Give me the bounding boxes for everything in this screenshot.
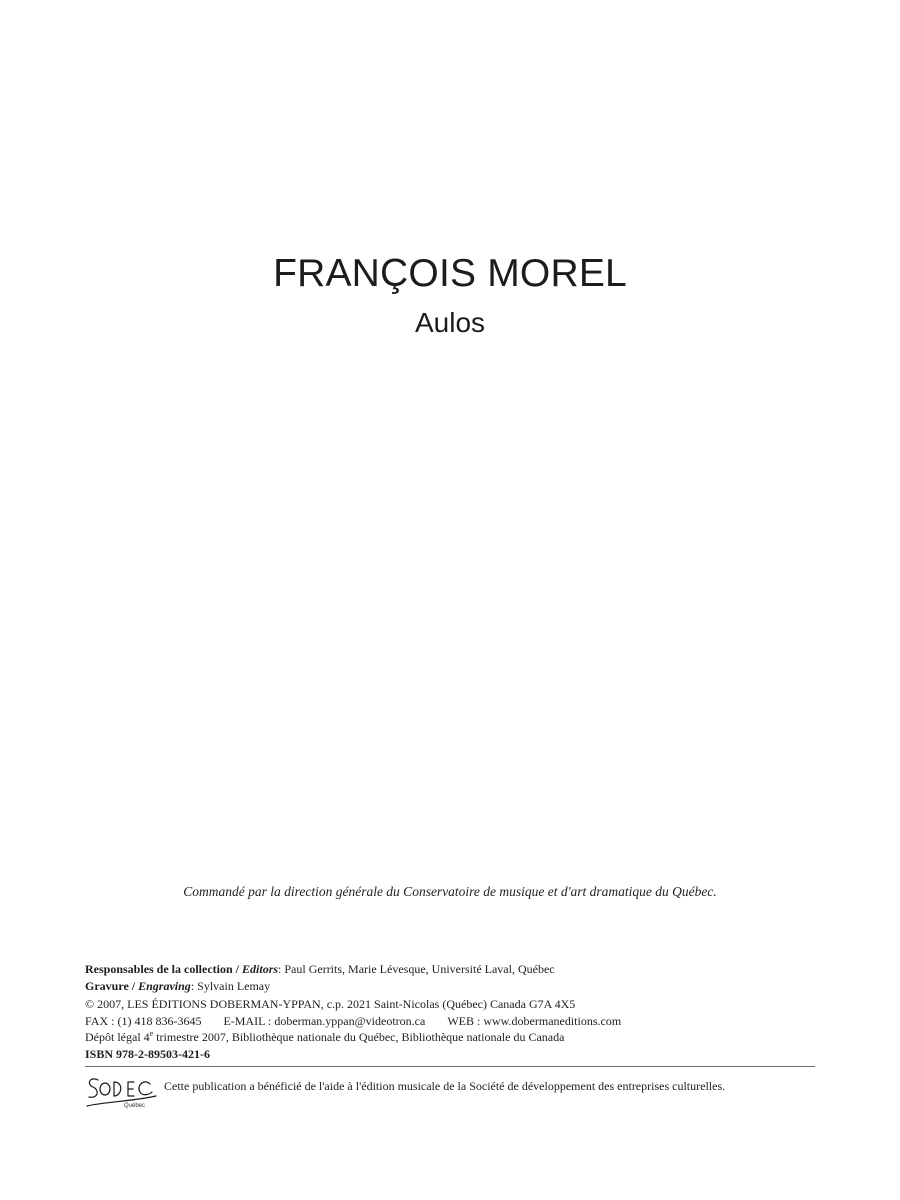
divider bbox=[85, 1066, 815, 1067]
sodec-logo bbox=[84, 1072, 164, 1116]
work-title: Aulos bbox=[414, 307, 486, 338]
web: WEB : www.dobermaneditions.com bbox=[447, 1013, 622, 1028]
engraving-label-en: Engraving bbox=[138, 978, 191, 993]
isbn: ISBN 978-2-89503-421-6 bbox=[85, 1046, 210, 1061]
editors-names: : Paul Gerrits, Marie Lévesque, Université Laval, Québec bbox=[278, 962, 555, 976]
engraving-line: Gravure / Engraving: Sylvain Lemay bbox=[85, 978, 271, 993]
contact-line bbox=[85, 1013, 825, 1030]
composer-name: FRANÇOIS MOREL bbox=[273, 252, 627, 295]
credits-block bbox=[85, 961, 825, 1062]
editors-label-en: Editors bbox=[242, 962, 279, 976]
logo-caption: Québec bbox=[124, 1103, 146, 1109]
legal-deposit-line: Dépôt légal 4e trimestre 2007, Bibliothèque nationale du Québec, Bibliothèque nationale du Canada bbox=[85, 1029, 565, 1044]
commission-note: Commandé par la direction générale du Conservatoire de musique et d'art dramatique du Québec. bbox=[183, 884, 717, 899]
engraver-name: : Sylvain Lemay bbox=[190, 978, 271, 993]
engraving-label-fr: Gravure bbox=[85, 978, 129, 993]
email: E-MAIL : doberman.yppan@videotron.ca bbox=[223, 1013, 426, 1028]
editors-line: Responsables de la collection / Editors: Paul Gerrits, Marie Lévesque, Université Laval, Québec bbox=[85, 962, 555, 976]
support-statement: Cette publication a bénéficié de l'aide à l'édition musicale de la Société de développement des entreprises culturelles. bbox=[164, 1079, 726, 1093]
editors-label-fr: Responsables de la collection bbox=[85, 962, 233, 976]
copyright-line: © 2007, LES ÉDITIONS DOBERMAN-YPPAN, c.p. 2021 Saint-Nicolas (Québec) Canada G7A 4X5 bbox=[85, 997, 576, 1011]
fax: FAX : (1) 418 836-3645 bbox=[85, 1013, 202, 1028]
